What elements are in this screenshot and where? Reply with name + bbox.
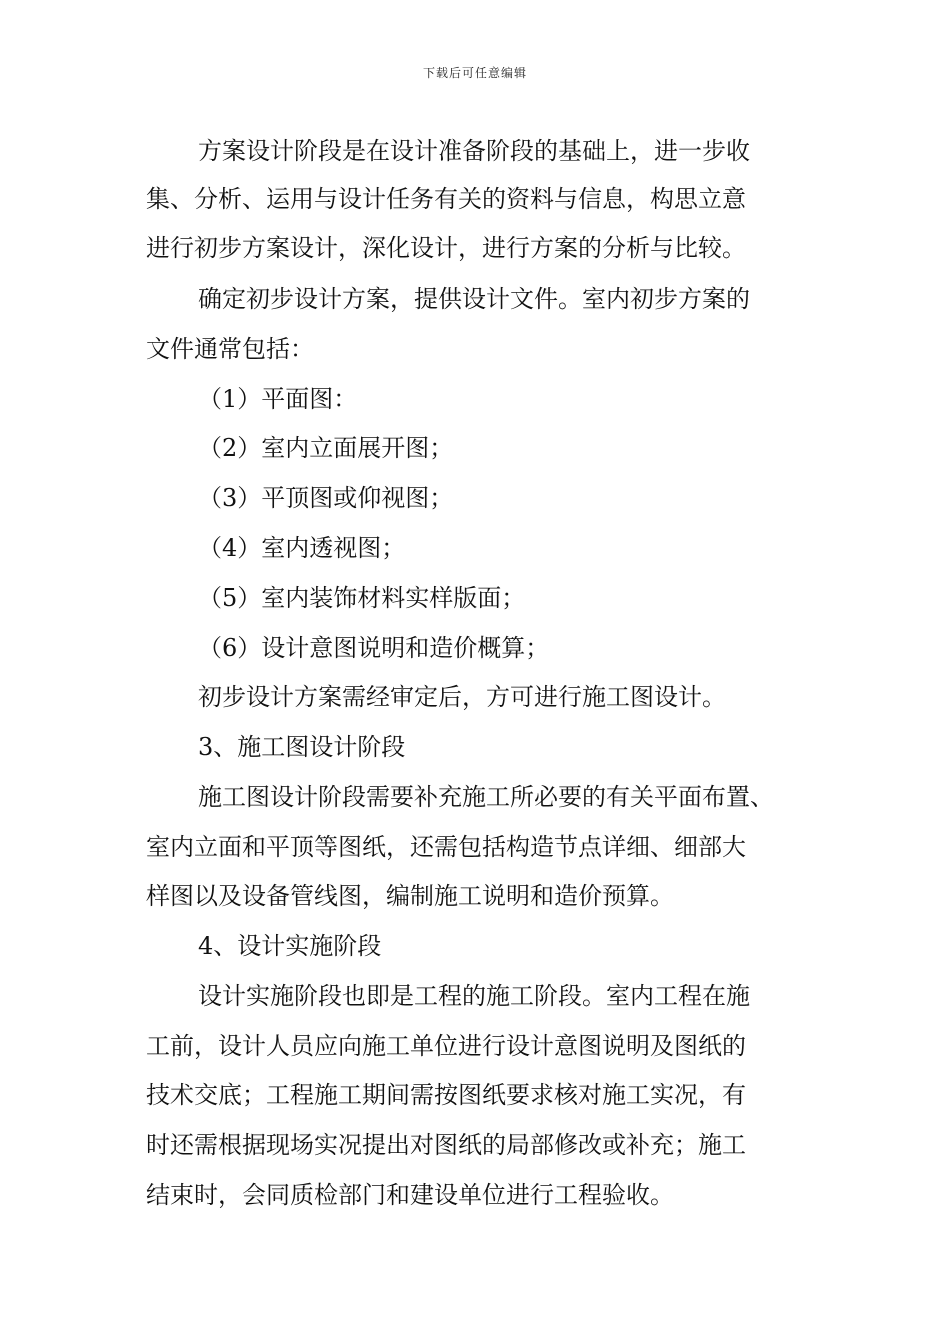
paragraph-line: 确定初步设计方案，提供设计文件。室内初步方案的: [198, 285, 750, 313]
paragraph-line: 文件通常包括：: [146, 335, 314, 363]
list-item: （2）室内立面展开图；: [198, 434, 454, 462]
paragraph-line: 技术交底；工程施工期间需按图纸要求核对施工实况，有: [146, 1081, 746, 1109]
paragraph-line: 时还需根据现场实况提出对图纸的局部修改或补充；施工: [146, 1131, 746, 1159]
list-item: （1）平面图：: [198, 385, 358, 413]
paragraph-line: 室内立面和平顶等图纸，还需包括构造节点详细、细部大: [146, 833, 746, 861]
paragraph-line: 工前，设计人员应向施工单位进行设计意图说明及图纸的: [146, 1032, 746, 1060]
list-item: （3）平顶图或仰视图；: [198, 484, 454, 512]
paragraph-line: 设计实施阶段也即是工程的施工阶段。室内工程在施: [198, 982, 750, 1010]
paragraph-line: 结束时，会同质检部门和建设单位进行工程验收。: [146, 1181, 674, 1209]
list-item: （6）设计意图说明和造价概算；: [198, 634, 550, 662]
paragraph-line: 施工图设计阶段需要补充施工所必要的有关平面布置、: [198, 783, 774, 811]
list-item: （4）室内透视图；: [198, 534, 406, 562]
paragraph-line: 进行初步方案设计，深化设计，进行方案的分析与比较。: [146, 234, 746, 262]
paragraph-line: 集、分析、运用与设计任务有关的资料与信息，构思立意: [146, 185, 746, 213]
list-item: （5）室内装饰材料实样版面；: [198, 584, 526, 612]
section-heading: 3、施工图设计阶段: [198, 733, 406, 761]
page-header: 下载后可任意编辑: [422, 66, 527, 80]
paragraph-line: 初步设计方案需经审定后，方可进行施工图设计。: [198, 683, 726, 711]
paragraph-line: 方案设计阶段是在设计准备阶段的基础上，进一步收: [198, 137, 750, 165]
section-heading: 4、设计实施阶段: [198, 932, 382, 960]
paragraph-line: 样图以及设备管线图，编制施工说明和造价预算。: [146, 882, 674, 910]
